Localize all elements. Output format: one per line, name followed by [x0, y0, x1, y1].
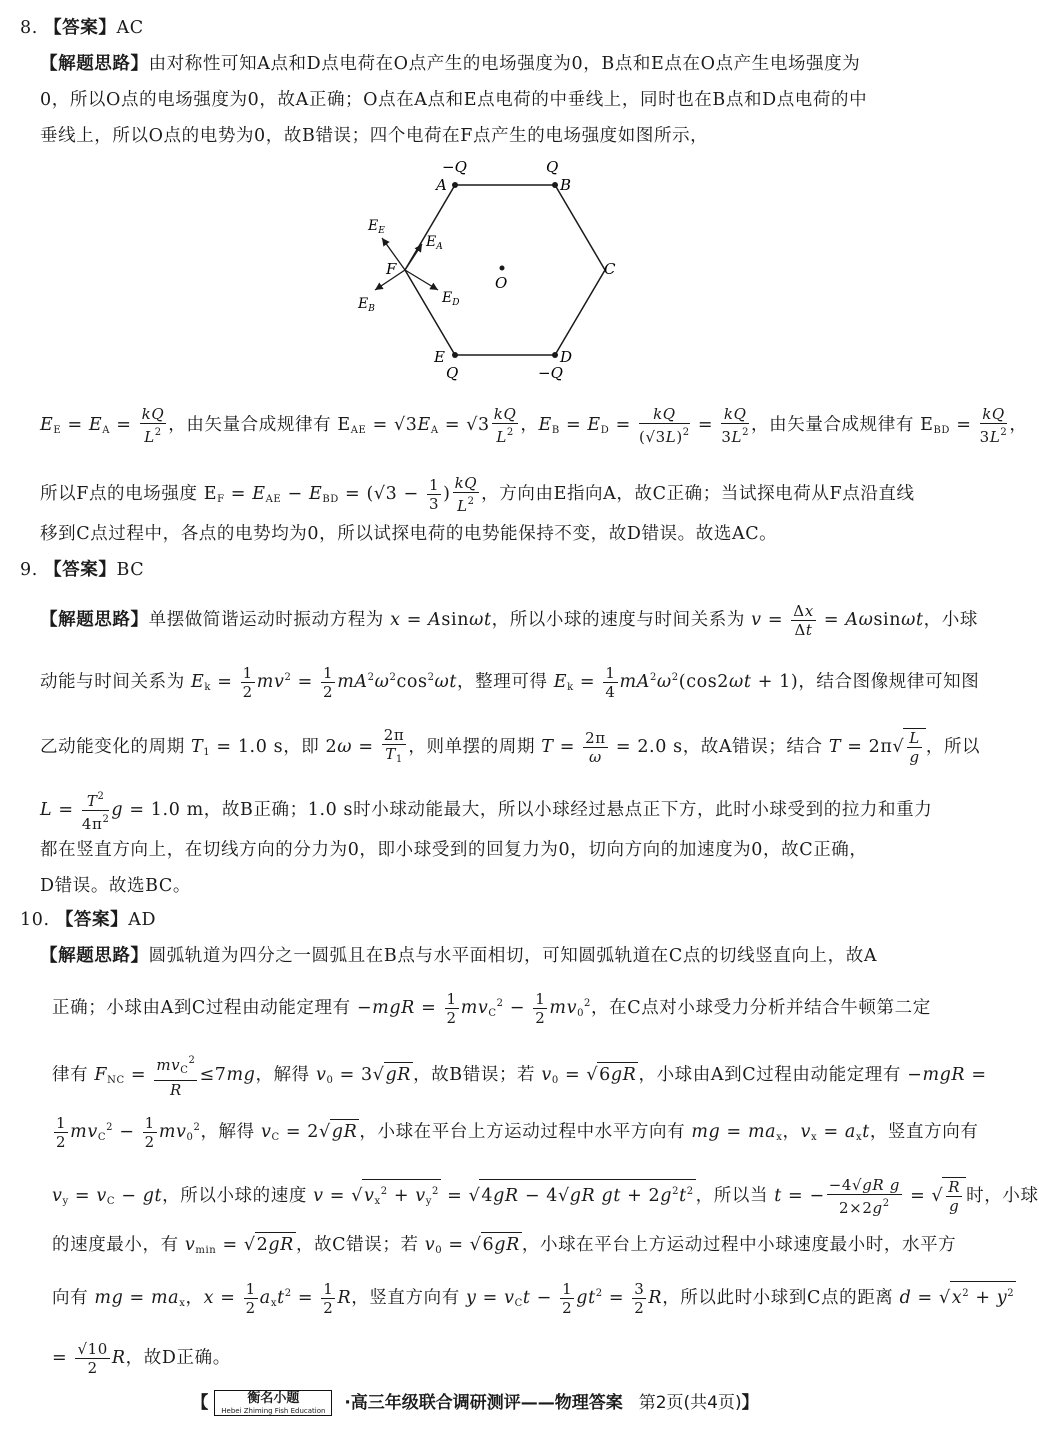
- point-A: [452, 182, 458, 188]
- charge-E: Q: [446, 364, 459, 382]
- charge-D: −Q: [538, 364, 563, 382]
- q8-line-6: 移到C点过程中，各点的电势均为0，所以试探电荷的电势能保持不变，故D错误。故选AC。: [40, 524, 778, 544]
- charge-A: −Q: [442, 158, 467, 176]
- point-B: [552, 182, 558, 188]
- label-F: F: [386, 260, 397, 278]
- vector-ED: [405, 270, 438, 290]
- page-footer: 【 衡名小题 Hebei Zhiming Fish Education ·高三年级联合调研测评——物理答案 第2页(共4页)】: [191, 1391, 759, 1415]
- point-D: [552, 352, 558, 358]
- label-E: E: [434, 348, 445, 366]
- label-vector-EB: $E_B$: [358, 296, 375, 314]
- q10-line-5: $v_y = v_C$ − gt，所以小球的速度 $v = √v_x^2 + v_y^2 = √4gR - 4√gR$ gt + $2g^2t^2$ ，所以当 t = − $\frac{\text{−4√gR g}}{2\times 2g^2}$ = √ $\frac{R}{g}$ 时，小球: [52, 1176, 1039, 1217]
- label-vector-EE: $E_E$: [368, 218, 385, 236]
- hexagon: [405, 185, 605, 355]
- point-E: [452, 352, 458, 358]
- footer-title: ·高三年级联合调研测评——物理答案: [344, 1393, 623, 1413]
- q10-line-1: 【解题思路】圆弧轨道为四分之一圆弧且在B点与水平面相切，可知圆弧轨道在C点的切线竖直向上，故A: [40, 946, 878, 966]
- q10-line-7: 向有 mg = $ma_x$，x = $\frac{1}{2}$ $a_xt^2$ = $\frac{1}{2}$ R，竖直方向有 $y = v_Ct$ − $\frac{1}{2}$ $gt^2$ = $\frac{3}{2}$ R，所以此时小球到C点的距离 $d = √x^2 + y^2$: [52, 1280, 1015, 1317]
- q10-line-3: 律有 $F_{NC}$ = $\frac{mv_C^2}{R}$ ≤7mg，解得 $v_0 = 3√gR$ ，故B错误；若 $v_0 = √6gR$ ，小球由A到C过程由动能定理有 −mgR =: [52, 1052, 987, 1099]
- q9-answer-line: 9. 【答案】BC: [20, 560, 145, 580]
- q8-formula-1: $E_E = E_A$ = $\frac{kQ}{L^2}$ ，由矢量合成规律有 $E_{AE} = √3E_A = √3$ $\frac{kQ}{L^2}$ ，$E_B = E_D$ = $\frac{kQ}{(√3L)^2}$ = $\frac{kQ}{3L^2}$ ，由矢量合成规律有 $E_{BD}$ = $\frac{kQ}{3L^2}$ ，: [40, 405, 1028, 446]
- q9-line-4: L = $\frac{T^2}{4\pi^2}$ g = 1.0 m，故B正确；1.0 s时小球动能最大，所以小球经过悬点正下方，此时小球受到的拉力和重力: [40, 788, 932, 833]
- q8-answer-line: 8. 【答案】AC: [20, 18, 144, 38]
- q10-line-6: 的速度最小，有 $v_{min} = √2gR$ ，故C错误；若 $v_0 = √6gR$ ，小球在平台上方运动过程中小球速度最小时，水平方: [52, 1232, 956, 1263]
- q9-answer: BC: [116, 560, 145, 580]
- vector-EA: [405, 244, 422, 270]
- q10-answer-line: 10. 【答案】AD: [20, 910, 157, 930]
- q8-line-5: 所以F点的电场强度 $E_F = E_{AE} - E_{BD} = (√3$ − $\frac{1}{3}$ ) $\frac{kQ}{L^2}$ ，方向由E指向A，故C正确；当试探电荷从F点沿直线: [40, 474, 915, 515]
- label-vector-ED: $E_D$: [442, 290, 460, 308]
- label-vector-EA: $E_A$: [426, 234, 443, 252]
- brand-logo: 衡名小题 Hebei Zhiming Fish Education: [214, 1390, 332, 1416]
- q8-line-1: 【解题思路】由对称性可知A点和D点电荷在O点产生的电场强度为0，B点和E点在O点产生电场强度为: [40, 54, 861, 74]
- label-B: B: [560, 176, 572, 194]
- label-D: D: [560, 348, 573, 366]
- label-O: O: [495, 274, 508, 292]
- q9-line-1: 【解题思路】单摆做简谐运动时振动方程为 x = Asinωt，所以小球的速度与时间关系为 v = $\frac{\Delta x}{\Delta t}$ = Aωsinωt，小球: [40, 602, 978, 639]
- point-O: [500, 266, 505, 271]
- q8-line-3: 垂线上，所以O点的电势为0，故B错误；四个电荷在F点产生的电场强度如图所示，: [40, 126, 709, 146]
- charge-B: Q: [546, 158, 559, 176]
- label-C: C: [604, 260, 616, 278]
- hexagon-charge-figure: [340, 150, 640, 390]
- q10-line-8: = $\frac{√10}{2}$ R，故D正确。: [52, 1340, 231, 1377]
- label-A: A: [436, 176, 447, 194]
- q9-line-5: 都在竖直方向上，在切线方向的分力为0，即小球受到的回复力为0，切向方向的加速度为0，故C正确，: [40, 840, 868, 860]
- q8-answer: AC: [116, 18, 144, 38]
- footer-page-number: 第2页(共4页): [638, 1393, 742, 1413]
- q10-line-4: $\frac{1}{2}$ $mv_C^2$ − $\frac{1}{2}$ $mv_0^2$，解得 $v_C = 2√gR$ ，小球在平台上方运动过程中水平方向有 mg = $ma_x$，$v_x = a_xt$，竖直方向有: [56, 1114, 979, 1151]
- q9-line-2: 动能与时间关系为 $E_k$ = $\frac{1}{2}$ $mv^2$ = $\frac{1}{2}$ $mA^2\omega^2\cos^2\omega t$，整理可得 $E_k$ = $\frac{1}{4}$ $mA^2\omega^2(\cos 2\omega t + 1)$，结合图像规律可知图: [40, 664, 980, 701]
- q10-answer: AD: [128, 910, 157, 930]
- q10-line-2: 正确；小球由A到C过程由动能定理有 −mgR = $\frac{1}{2}$ $mv_C^2$ − $\frac{1}{2}$ $mv_0^2$，在C点对小球受力分析并结合牛顿第二定: [52, 990, 931, 1027]
- q8-line-2: 0，所以O点的电场强度为0，故A正确；O点在A点和E点电荷的中垂线上，同时也在B点和D点电荷的中: [40, 90, 868, 110]
- q9-line-6: D错误。故选BC。: [40, 876, 192, 896]
- q9-line-3: 乙动能变化的周期 $T_1 = 1.0$ s，即 2ω = $\frac{2\pi}{T_1}$ ，则单摆的周期 T = $\frac{2\pi}{\omega}$ = 2.0 s，故A错误；结合 T = 2π√ $\frac{L}{g}$ ，所以: [40, 726, 981, 766]
